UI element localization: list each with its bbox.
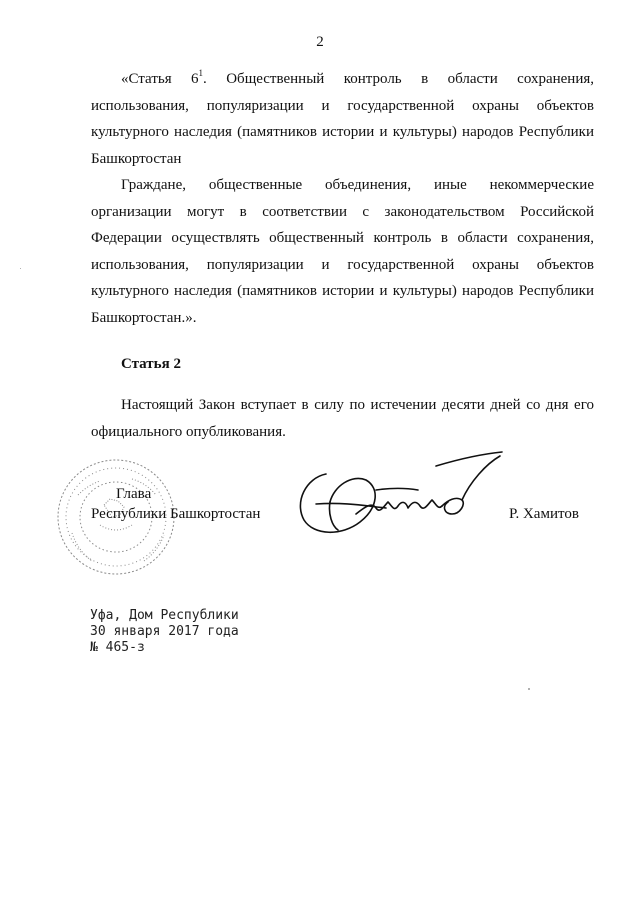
scan-speck (20, 268, 21, 269)
law-number-line: № 465-з (90, 640, 145, 655)
signer-title-line2: Республики Башкортостан (91, 506, 261, 522)
article-6-1-superscript: 1 (198, 68, 204, 78)
article-6-1-title-rest: . Общественный контроль в области сохранения, использования, популяризации и государственной охраны объектов культурного наследия (памятников истории и культуры) народов Республики Башкортостан (91, 71, 594, 167)
article-6-1-heading (91, 66, 594, 172)
page-number: 2 (316, 34, 324, 50)
place-line: Уфа, Дом Республики (90, 608, 239, 623)
signer-name: Р. Хамитов (509, 506, 579, 522)
article-6-1-body: Граждане, общественные объединения, иные некоммерческие организации могут в соответствии с законодательством Российской Федерации осуществлять общественный контроль в области сохранения, использования, популяризации и государственной охраны объектов культурного наследия (памятников истории и культуры) народов Республики Башкортостан.». (91, 177, 594, 326)
article-2-heading: Статья 2 (121, 356, 181, 372)
date-line: 30 января 2017 года (90, 624, 239, 639)
scan-speck (528, 688, 530, 690)
signer-title-line1: Глава (116, 486, 152, 502)
article-2-text: Настоящий Закон вступает в силу по истечении десяти дней со дня его официального опубликования. (91, 397, 594, 440)
article-6-1-lead: «Статья 6 (121, 71, 199, 87)
handwritten-signature (286, 444, 506, 544)
place-date-block (90, 608, 239, 656)
